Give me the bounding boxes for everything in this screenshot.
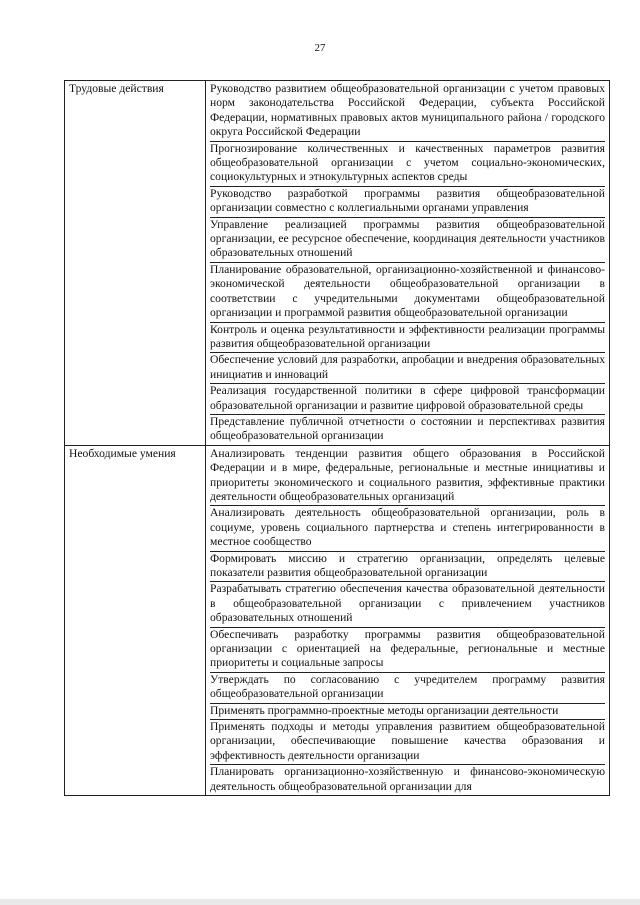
list-item: Формировать миссию и стратегию организации, определять целевые показатели развития общеобразовательной организации bbox=[210, 552, 605, 583]
list-item: Анализировать деятельность общеобразовательной организации, роль в социуме, уровень социального партнерства и степень интегрированности в местное сообщество bbox=[210, 506, 605, 551]
list-item: Применять подходы и методы управления развитием общеобразовательной организации, обеспечивающие повышение качества образования и эффективность деятельности организации bbox=[210, 720, 605, 765]
requirements-table bbox=[64, 80, 610, 796]
list-item: Реализация государственной политики в сфере цифровой трансформации образовательной организации и развитие цифровой образовательной среды bbox=[210, 384, 605, 415]
page-number: 27 bbox=[314, 42, 326, 54]
table-row-labor-actions bbox=[65, 81, 610, 446]
row-label: Трудовые действия bbox=[65, 81, 206, 446]
page-edge bbox=[0, 899, 640, 905]
row-content bbox=[206, 81, 610, 446]
list-item: Обеспечение условий для разработки, апробации и внедрения образовательных инициатив и инноваций bbox=[210, 353, 605, 384]
list-item: Планировать организационно-хозяйственную и финансово-экономическую деятельность общеобразовательной организации для bbox=[210, 765, 605, 793]
list-item: Прогнозирование количественных и качественных параметров развития общеобразовательной организации с учетом социально-экономических, социокультурных и этнокультурных аспектов среды bbox=[210, 142, 605, 187]
list-item: Контроль и оценка результативности и эффективности реализации программы развития общеобразовательной организации bbox=[210, 323, 605, 354]
list-item: Применять программно-проектные методы организации деятельности bbox=[210, 704, 605, 720]
list-item: Представление публичной отчетности о состоянии и перспективах развития общеобразовательной организации bbox=[210, 414, 605, 443]
list-item: Руководство развитием общеобразовательной организации с учетом правовых норм законодательства Российской Федерации, субъекта Российской Федерации, нормативных правовых актов муниципального района / городского округа Российской Федерации bbox=[210, 82, 605, 142]
list-item: Обеспечивать разработку программы развития общеобразовательной организации с ориентацией на федеральные, региональные и местные приоритеты и социальные запросы bbox=[210, 628, 605, 673]
list-item: Планирование образовательной, организационно-хозяйственной и финансово-экономической деятельности общеобразовательной организации в соответствии с учредительными документами общеобразовательной организации и программой развития общеобразовательной организации bbox=[210, 263, 605, 323]
list-item: Анализировать тенденции развития общего образования в Российской Федерации и в мире, федеральные, региональные и местные инициативы и приоритеты экономического и социального развития, эффективные практики деятельности общеобразовательных организаций bbox=[210, 447, 605, 507]
list-item: Утверждать по согласованию с учредителем программу развития общеобразовательной организации bbox=[210, 673, 605, 704]
row-label: Необходимые умения bbox=[65, 445, 206, 796]
list-item: Руководство разработкой программы развития общеобразовательной организации совместно с коллегиальными органами управления bbox=[210, 187, 605, 218]
row-content bbox=[206, 445, 610, 796]
table-row-required-skills bbox=[65, 445, 610, 796]
list-item: Управление реализацией программы развития общеобразовательной организации, ее ресурсное обеспечение, координация деятельности участников образовательных отношений bbox=[210, 218, 605, 263]
list-item: Разрабатывать стратегию обеспечения качества образовательной деятельности в общеобразовательной организации с привлечением участников образовательных отношений bbox=[210, 582, 605, 627]
